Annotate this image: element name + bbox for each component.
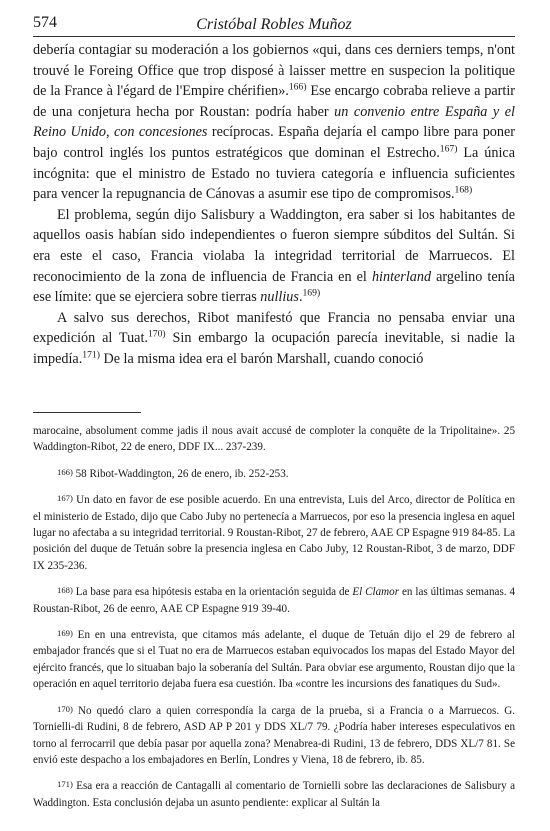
footnote-number: 167) bbox=[57, 493, 73, 504]
footnote-continuation: marocaine, absolument comme jadis il nous avait accusé de comploter la conquête de la Tripolitaine». 25 Waddington-Ribot, 22 de enero, DDF IX... 237-239. bbox=[33, 425, 515, 454]
footnote-ref: 168) bbox=[454, 184, 473, 196]
footnote-167: 167) Un dato en favor de ese posible acuerdo. En una entrevista, Luis del Arco, director de Política en el ministerio de Estado, dijo que Cabo Juby no pertenecía a Marruecos, por eso la presencia inglesa en aquel lugar no afectaba a su integridad territorial. 9 Roustan-Ribot, 27 de febrero, AAE CP Espagne 919 84-85. La posición del duque de Tetuán sobre la presencia inglesa en Cabo Juby, 12 Roustan-Ribot, 3 de marzo, DDF IX 235-236. bbox=[33, 493, 515, 572]
paragraph: debería contagiar su moderación a los gobiernos «qui, dans ces derniers temps, n'ont trouvé le Foreing Office que trop disposé à laisser mettre en suspecion la politique de la France à l'égard de l'Empire chérifien».$^{166)}$ Ese encargo cobraba relieve a partir de una conjetura hecha por Roustan: podría haber un convenio entre España y el Reino Unido, con concesiones recíprocas. España dejaría el campo libre para poner bajo control inglés los puntos estratégicos que dominan el Estrecho.$^{167)}$ La única incógnita: que el ministro de Estado no tuviera categoría e influencia suficientes para vencer la repugnancia de Cánovas a asumir ese tipo de compromisos.$^{168)}$ bbox=[33, 42, 515, 203]
footnote-166: 166) 58 Ribot-Waddington, 26 de enero, ib. 252-253. bbox=[57, 466, 289, 480]
footnote-number: 171) bbox=[57, 779, 73, 790]
footnote-separator bbox=[33, 412, 141, 413]
header-rule bbox=[33, 36, 515, 37]
footnote-number: 170) bbox=[57, 703, 73, 714]
body-text bbox=[33, 40, 515, 370]
footnote-ref: 167) bbox=[439, 143, 458, 155]
footnote-169: 169) En en una entrevista, que citamos más adelante, el duque de Tetuán dijo el 29 de febrero al embajador francés que si el Tuat no era de Marruecos estaban equivocados los mapas del Estado Mayor del ejército francés, que lo situaban bajo la soberanía del Sultán. Para obviar ese argumento, Roustan dijo que la operación en aquel territorio dejaba fuera esa cuestión. Iba «contre les incursions des fanatiques du Sud». bbox=[33, 628, 515, 691]
footnotes bbox=[33, 423, 515, 819]
paragraph: El problema, según dijo Salisbury a Waddington, era saber si los habitantes de aquellos oasis habían sido independientes o fueron siempre súbditos del Sultán. Si era este el caso, Francia violaba la integridad territorial de Marruecos. El reconocimiento de la zona de influencia de Francia en el hinterland argelino tenía ese límite: que se ejerciera sobre tierras nullius.$^{169)}$ bbox=[33, 206, 515, 306]
footnote-ref: 170) bbox=[147, 328, 166, 340]
footnote-number: 166) bbox=[57, 466, 73, 477]
paragraph: A salvo sus derechos, Ribot manifestó que Francia no pensaba enviar una expedición al Tuat.$^{170)}$ Sin embargo la ocupación parecía inevitable, si nadie la impedía.$^{171)}$ De la misma idea era el barón Marshall, cuando conoció bbox=[33, 309, 515, 367]
footnote-170: 170) No quedó claro a quien correspondía la carga de la prueba, si a Francia o a Marruecos. G. Tornielli-di Rudini, 8 de febrero, ASD AP P 201 y DDS XL/7 79. ¿Podría haber intereses especulativos en torno al ferrocarril que debía pasar por aquella zona? Menabrea-di Rudini, 13 de febrero, DDS XL/7 81. Se envió este despacho a los embajadores en Berlín, Londres y Viena, 18 de febrero, ib. 85. bbox=[33, 703, 515, 766]
footnote-168: 168) La base para esa hipótesis estaba en la orientación seguida de El Clamor en las últimas semanas. 4 Roustan-Ribot, 26 de eenro, AAE CP Espagne 919 39-40. bbox=[33, 585, 515, 615]
footnote-ref: 166) bbox=[288, 81, 307, 93]
footnote-ref: 171) bbox=[82, 349, 100, 361]
footnote-number: 169) bbox=[57, 628, 73, 639]
footnote-171: 171) Esa era a reacción de Cantagalli al comentario de Tornielli sobre las declaraciones de Salisbury a Waddington. Esta conclusión dejaba un asunto pendiente: explicar al Sultán la bbox=[33, 779, 515, 809]
footnote-number: 168) bbox=[57, 585, 73, 596]
footnote-ref: 169) bbox=[302, 287, 321, 299]
page-number: 574 bbox=[33, 14, 57, 31]
running-head: Cristóbal Robles Muñoz bbox=[196, 16, 352, 33]
page-header bbox=[33, 8, 515, 38]
